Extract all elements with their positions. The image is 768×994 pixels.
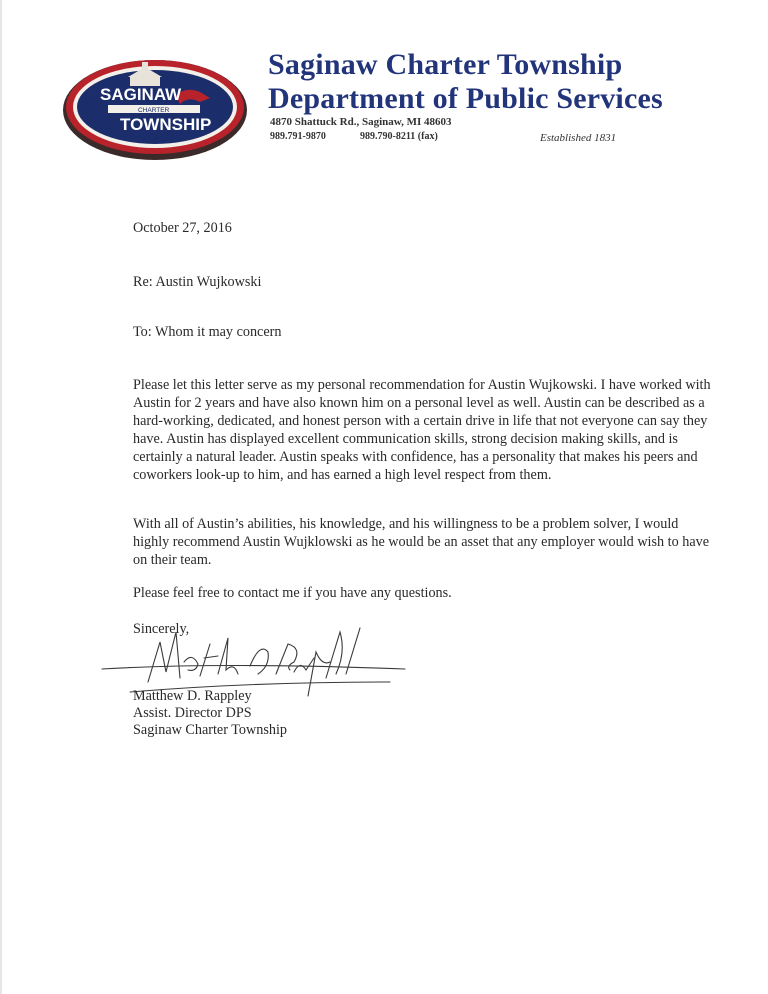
address: 4870 Shattuck Rd., Saginaw, MI 48603: [270, 116, 452, 128]
body-paragraph-2: With all of Austin’s abilities, his knowledge, and his willingness to be a problem solver, I would highly recommend Austin Wujklowski as he would be an asset that any employer would wish to have on their team.: [133, 516, 710, 568]
body-paragraph-1: Please let this letter serve as my personal recommendation for Austin Wujkowski. I have worked with Austin for 2 years and have also known him on a personal level as well. Austin can be described as a hard-working, dedicated, and honest person with a certain drive in life that not everyone can say they have. Austin has displayed excellent communication skills, strong decision making skills, and is certainly a natural leader. Austin speaks with confidence, has a personality that makes his peers and coworkers look-up to him, and has earned a high level respect from them.: [133, 377, 711, 483]
signer-organization: Saginaw Charter Township: [133, 722, 287, 738]
salutation: To: Whom it may concern: [133, 324, 282, 340]
organization-name: Saginaw Charter Township: [268, 48, 623, 81]
body-paragraph-3: Please feel free to contact me if you have any questions.: [133, 585, 452, 601]
established-year: Established 1831: [540, 132, 617, 144]
page-edge: [0, 0, 2, 994]
logo-word-top: SAGINAW: [100, 85, 182, 104]
fax-number: 989.790-8211 (fax): [360, 131, 438, 142]
subject-line: Re: Austin Wujkowski: [133, 274, 262, 290]
logo-word-bottom: TOWNSHIP: [120, 115, 212, 134]
signer-name: Matthew D. Rappley: [133, 688, 252, 704]
signer-title: Assist. Director DPS: [133, 705, 252, 721]
logo-word-middle: CHARTER: [138, 107, 170, 114]
phone-number: 989.791-9870: [270, 131, 326, 142]
department-name: Department of Public Services: [268, 82, 663, 115]
letter-date: October 27, 2016: [133, 220, 232, 236]
closing: Sincerely,: [133, 621, 190, 637]
township-logo: [60, 52, 250, 162]
